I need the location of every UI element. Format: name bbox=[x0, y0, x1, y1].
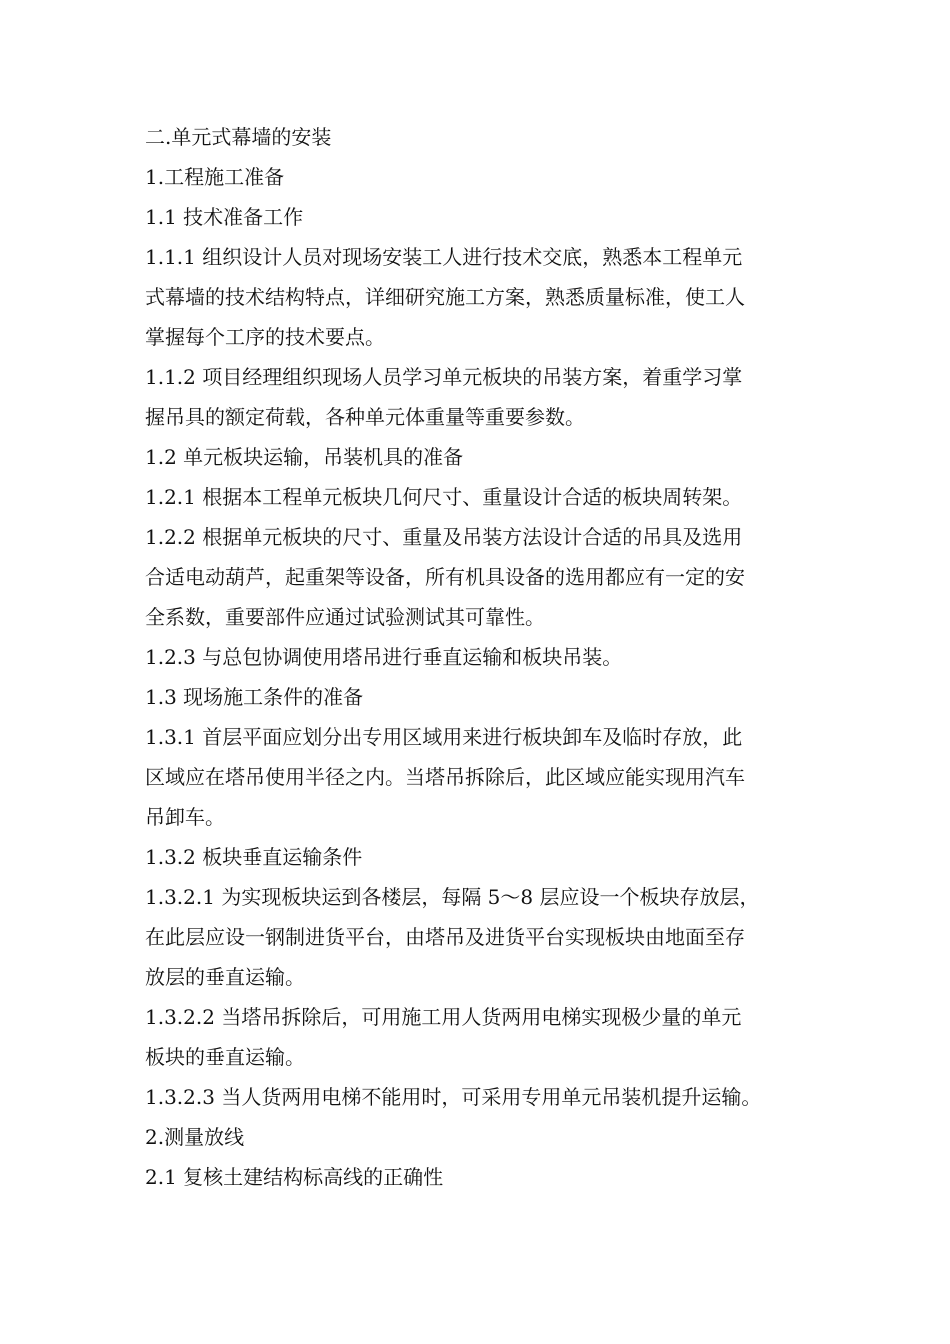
paragraph-line: 1.3.2.1 为实现板块运到各楼层，每隔 5～8 层应设一个板块存放层， bbox=[145, 885, 760, 909]
paragraph-line: 1.1.2 项目经理组织现场人员学习单元板块的吊装方案，着重学习掌 bbox=[145, 365, 743, 389]
paragraph-line: 1.3.2.2 当塔吊拆除后，可用施工用人货两用电梯实现极少量的单元 bbox=[145, 1005, 742, 1029]
paragraph-line: 合适电动葫芦，起重架等设备，所有机具设备的选用都应有一定的安 bbox=[145, 565, 745, 589]
heading-1-3-2: 1.3.2 板块垂直运输条件 bbox=[145, 845, 363, 869]
paragraph-line: 板块的垂直运输。 bbox=[145, 1045, 305, 1069]
heading-2: 2.测量放线 bbox=[145, 1125, 245, 1149]
paragraph-line: 掌握每个工序的技术要点。 bbox=[145, 325, 385, 349]
paragraph-line: 1.3.2.3 当人货两用电梯不能用时，可采用专用单元吊装机提升运输。 bbox=[145, 1085, 762, 1109]
document-page bbox=[145, 117, 813, 1197]
heading-1-1: 1.1 技术准备工作 bbox=[145, 205, 304, 229]
heading-1: 1.工程施工准备 bbox=[145, 165, 285, 189]
paragraph-line: 1.3.1 首层平面应划分出专用区域用来进行板块卸车及临时存放，此 bbox=[145, 725, 743, 749]
paragraph-line: 全系数，重要部件应通过试验测试其可靠性。 bbox=[145, 605, 545, 629]
heading-2-1: 2.1 复核土建结构标高线的正确性 bbox=[145, 1165, 444, 1189]
paragraph-line: 式幕墙的技术结构特点，详细研究施工方案，熟悉质量标准，使工人 bbox=[145, 285, 745, 309]
paragraph-line: 1.1.1 组织设计人员对现场安装工人进行技术交底，熟悉本工程单元 bbox=[145, 245, 743, 269]
paragraph-line: 吊卸车。 bbox=[145, 805, 225, 829]
paragraph-line: 1.2.3 与总包协调使用塔吊进行垂直运输和板块吊装。 bbox=[145, 645, 623, 669]
heading-1-2: 1.2 单元板块运输，吊装机具的准备 bbox=[145, 445, 464, 469]
paragraph-line: 在此层应设一钢制进货平台，由塔吊及进货平台实现板块由地面至存 bbox=[145, 925, 745, 949]
paragraph-line: 区域应在塔吊使用半径之内。当塔吊拆除后，此区域应能实现用汽车 bbox=[145, 765, 745, 789]
section-heading: 二.单元式幕墙的安装 bbox=[145, 125, 332, 149]
paragraph-line: 1.2.1 根据本工程单元板块几何尺寸、重量设计合适的板块周转架。 bbox=[145, 485, 743, 509]
paragraph-line: 放层的垂直运输。 bbox=[145, 965, 305, 989]
paragraph-line: 1.2.2 根据单元板块的尺寸、重量及吊装方法设计合适的吊具及选用 bbox=[145, 525, 743, 549]
paragraph-line: 握吊具的额定荷载，各种单元体重量等重要参数。 bbox=[145, 405, 585, 429]
heading-1-3: 1.3 现场施工条件的准备 bbox=[145, 685, 364, 709]
